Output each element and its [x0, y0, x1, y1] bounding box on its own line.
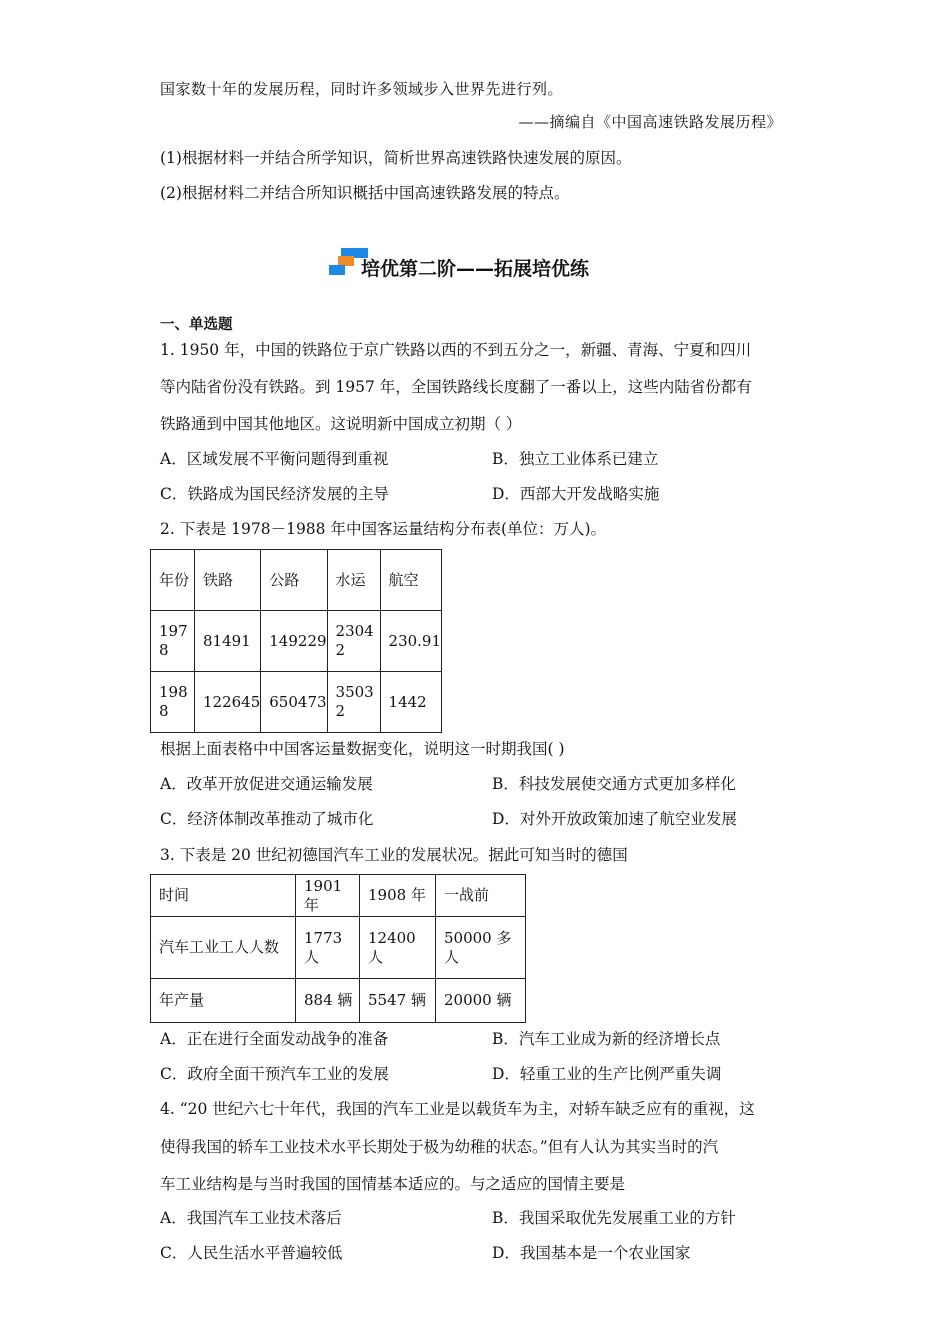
q1-option-b[interactable]: B．独立工业体系已建立	[492, 450, 659, 468]
q4-option-b[interactable]: B．我国采取优先发展重工业的方针	[492, 1209, 736, 1227]
q2-stem: 2. 下表是 1978－1988 年中国客运量结构分布表(单位：万人)。	[160, 520, 607, 538]
table-cell: 650473	[261, 672, 327, 733]
q1-option-c[interactable]: C．铁路成为国民经济发展的主导	[160, 485, 389, 503]
q3-option-b[interactable]: B．汽车工业成为新的经济增长点	[492, 1030, 721, 1048]
table-header-cell: 年份	[151, 550, 195, 611]
table-cell: 50000 多人	[436, 917, 526, 979]
question-type-heading: 一、单选题	[160, 317, 233, 333]
section-title: 培优第二阶——拓展培优练	[360, 258, 589, 280]
q1-line-1: 1. 1950 年，中国的铁路位于京广铁路以西的不到五分之一，新疆、青海、宁夏和四川	[160, 341, 752, 359]
table-cell: 1978	[151, 611, 195, 672]
table-cell: 23042	[327, 611, 380, 672]
q3-stem: 3. 下表是 20 世纪初德国汽车工业的发展状况。据此可知当时的德国	[160, 846, 628, 864]
q3-option-d[interactable]: D．轻重工业的生产比例严重失调	[492, 1065, 722, 1083]
table-header-cell: 公路	[261, 550, 327, 611]
table-cell: 1988	[151, 672, 195, 733]
intro-question-1: (1)根据材料一并结合所学知识，简析世界高速铁路快速发展的原因。	[160, 149, 632, 167]
q3-table	[150, 874, 526, 1023]
q3-option-c[interactable]: C．政府全面干预汽车工业的发展	[160, 1065, 389, 1083]
q4-line-2: 使得我国的轿车工业技术水平长期处于极为幼稚的状态。”但有人认为其实当时的汽	[160, 1138, 719, 1156]
q4-option-c[interactable]: C．人民生活水平普遍较低	[160, 1244, 343, 1262]
table-header-cell: 1901 年	[296, 875, 360, 917]
source-citation: ——摘编自《中国高速铁路发展历程》	[518, 113, 782, 131]
table-header-cell: 航空	[380, 550, 442, 611]
q2-option-c[interactable]: C．经济体制改革推动了城市化	[160, 810, 374, 828]
table-cell: 20000 辆	[436, 979, 526, 1023]
table-cell: 230.91	[380, 611, 442, 672]
table-cell: 35032	[327, 672, 380, 733]
table-header-cell: 水运	[327, 550, 380, 611]
q4-line-3: 车工业结构是与当时我国的国情基本适应的。与之适应的国情主要是	[160, 1175, 626, 1193]
table-cell: 12400 人	[360, 917, 436, 979]
q2-option-b[interactable]: B．科技发展使交通方式更加多样化	[492, 775, 736, 793]
table-cell: 汽车工业工人人数	[151, 917, 296, 979]
q1-option-d[interactable]: D．西部大开发战略实施	[492, 485, 660, 503]
q4-option-a[interactable]: A．我国汽车工业技术落后	[160, 1209, 342, 1227]
q4-option-d[interactable]: D．我国基本是一个农业国家	[492, 1244, 691, 1262]
table-header-cell: 铁路	[195, 550, 261, 611]
table-header-cell: 时间	[151, 875, 296, 917]
table-cell: 122645	[195, 672, 261, 733]
q1-option-a[interactable]: A．区域发展不平衡问题得到重视	[160, 450, 389, 468]
table-cell: 年产量	[151, 979, 296, 1023]
q2-option-d[interactable]: D．对外开放政策加速了航空业发展	[492, 810, 737, 828]
table-cell: 81491	[195, 611, 261, 672]
intro-question-2: (2)根据材料二并结合所知识概括中国高速铁路发展的特点。	[160, 184, 570, 202]
q2-option-a[interactable]: A．改革开放促进交通运输发展	[160, 775, 373, 793]
table-cell: 1442	[380, 672, 442, 733]
table-cell: 1773 人	[296, 917, 360, 979]
table-cell: 5547 辆	[360, 979, 436, 1023]
q1-line-3: 铁路通到中国其他地区。这说明新中国成立初期（ ）	[160, 415, 522, 433]
q3-option-a[interactable]: A．正在进行全面发动战争的准备	[160, 1030, 389, 1048]
intro-text: 国家数十年的发展历程，同时许多领域步入世界先进行列。	[160, 80, 564, 98]
table-cell: 149229	[261, 611, 327, 672]
table-header-cell: 1908 年	[360, 875, 436, 917]
table-cell: 884 辆	[296, 979, 360, 1023]
q4-line-1: 4. “20 世纪六七十年代，我国的汽车工业是以载货车为主，对轿车缺乏应有的重视，这	[160, 1100, 755, 1118]
q2-table	[150, 549, 442, 733]
q1-line-2: 等内陆省份没有铁路。到 1957 年，全国铁路线长度翻了一番以上，这些内陆省份都有	[160, 378, 752, 396]
q2-after-text: 根据上面表格中中国客运量数据变化，说明这一时期我国( )	[160, 740, 565, 758]
table-header-cell: 一战前	[436, 875, 526, 917]
